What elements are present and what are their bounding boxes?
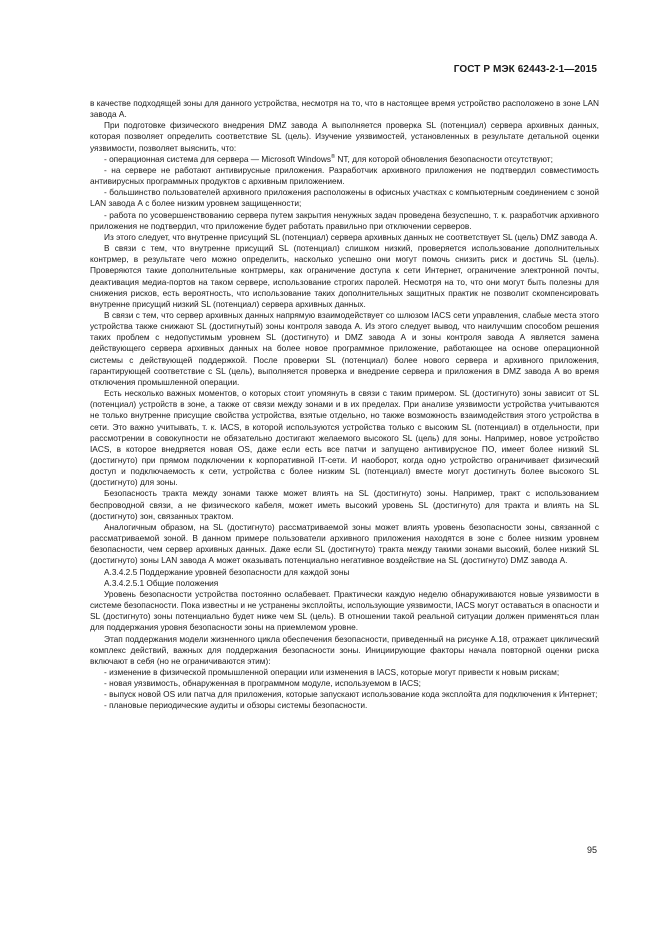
document-body [90, 98, 599, 712]
paragraph: При подготовке физического внедрения DMZ завода А выполняется проверка SL (потенциал) сервера архивных данных, которая позволяет определить соответствие SL (цель). Изучение уязвимостей, установленных в результате детальной оценки уязвимости, позволяет выяснить, что: [90, 120, 599, 153]
list-item: - изменение в физической промышленной операции или изменения в IACS, которые могут привести к новым рискам; [104, 666, 560, 677]
section-heading: А.3.4.2.5 Поддержание уровней безопасности для каждой зоны [104, 566, 350, 577]
paragraph: Из этого следует, что внутренне присущий SL (потенциал) сервера архивных данных не соответствует SL (цель) DMZ завода А. [104, 231, 598, 242]
windows-os-text: - операционная система для сервера — Microsoft Windows [104, 153, 332, 164]
paragraph: - работа по усовершенствованию сервера путем закрытия ненужных задач проведена безуспешно, т. к. разработчик архивного приложения не подтвердил, что приложение будет работать правильно при отключении серверов. [90, 209, 599, 231]
list-item: - плановые периодические аудиты и обзоры системы безопасности. [104, 700, 368, 711]
page-number: 95 [586, 845, 597, 855]
standard-code-header: ГОСТ Р МЭК 62443-2-1—2015 [453, 64, 597, 75]
windows-os-suffix: NT, для которой обновления безопасности отсутствуют; [337, 153, 553, 164]
paragraph: Есть несколько важных моментов, о которых стоит упомянуть в связи с таким примером. SL (достигнуто) зоны зависит от SL (потенциал) устройств в зоне, а также от связи между зонами и в их пределах. При анализе уязвимости устройства учитываются не только внутренне присущие свойства устройства, взятые отдельно, но также возможность взаимодействия этого устройства в сети. Это важно учитывать, т. к. IACS, в которой используются устройства только с высоким SL (потенциал) в отдельности, при рассмотрении в совокупности не обязательно достигают желаемого высокого SL (цель) для зоны. Например, новое устройство IACS, в которое внедряется новая OS, даже если есть все патчи и запущено антивирусное ПО, имеет более низкий SL (достигнуто) при прямом подключении к корпоративной IT-сети. И наоборот, когда одно устройство ограничивает физический доступ и подключаемость к сети, устройства с более низким SL (потенциал) вместе могут достигнуть более высокого SL (достигнуто) для зоны. [90, 388, 599, 488]
paragraph: Безопасность тракта между зонами также может влиять на SL (достигнуто) зоны. Например, тракт с использованием беспроводной связи, а не физического кабеля, может иметь высокий уровень SL (достигнуто) для тракта и влиять на SL (достигнуто) зон, связанных трактом. [90, 488, 599, 521]
paragraph: в качестве подходящей зоны для данного устройства, несмотря на то, что в настоящее время устройство расположено в зоне LAN завода А. [90, 98, 599, 120]
paragraph: - на сервере не работают антивирусные приложения. Разработчик архивного приложения не подтвердил совместимость антивирусных программных продуктов с архивным приложением. [90, 164, 599, 187]
paragraph: В связи с тем, что сервер архивных данных напрямую взаимодействует со шлюзом IACS сети управления, слабые места этого устройства также снижают SL (достигнутый) зоны контроля завода А. Из этого следует вывод, что наилучшим способом решения таких проблем с недопустимым уровнем SL (достигнуто) и DMZ завода А и зоны контроля завода А является замена действующего сервера архивных данных на более новое программное приложение, работающее на основе операционной системы с действующей поддержкой. После проверки SL (потенциал) более нового сервера и архивного приложения, гарантирующей соответствие с SL (цель), выполняется проверка и внедрение сервера и приложения в DMZ завода А во время отключения промышленной операции. [90, 309, 599, 387]
list-item: - выпуск новой OS или патча для приложения, которые запускают использование кода эксплойта для подключения к Интернет; [104, 689, 598, 700]
registered-mark: ® [331, 154, 336, 161]
section-heading: А.3.4.2.5.1 Общие положения [104, 577, 219, 588]
paragraph: Уровень безопасности устройства постоянно ослабевает. Практически каждую неделю обнаруживаются новые уязвимости в системе безопасности. Пока известны и не устранены эксплойты, использующие уязвимости, IACS могут оставаться в опасности и SL (достигнуто) зоны потенциально будет ниже чем SL (цель). В отношении такой реальной ситуации должен применяться план для поддержания уровня безопасности зоны на приемлемом уровне. [90, 588, 599, 633]
list-item: - новая уязвимость, обнаруженная в программном модуле, используемом в IACS; [104, 678, 421, 689]
paragraph: Этап поддержания модели жизненного цикла обеспечения безопасности, приведенный на рисунке А.18, отражает циклический комплекс действий, важных для поддержания безопасности зоны. Инициирующие факторы начала повторной оценки риска включают в себя (но не ограничиваются этим): [90, 633, 599, 666]
paragraph: - большинство пользователей архивного приложения расположены в офисных участках с компьютерным соединением с зоной LAN завода А с более низким уровнем защищенности; [90, 187, 599, 209]
paragraph-windows-os [90, 154, 599, 165]
paragraph: В связи с тем, что внутренне присущий SL (потенциал) слишком низкий, проверяется использование дополнительных контрмер, в результате чего можно определить, насколько успешно они могут помочь снизить риск и достичь SL (цель). Проверяются такие дополнительные контрмеры, как ограничение доступа к сети Интернет, ограничение электронной почты, деактивация медиа-портов на таком сервере, использование строгих паролей. Несмотря на то, что они могут быть полезны для снижения рисков, есть вероятность, что использование таких дополнительных защитных практик не позволит скомпенсировать внутренне присущий низкий SL (потенциал) сервера архивных данных. [90, 243, 599, 309]
paragraph: Аналогичным образом, на SL (достигнуто) рассматриваемой зоны может влиять уровень безопасности зоны, связанной с рассматриваемой зоной. В данном примере пользователи архивного приложения находятся в зоне с более низким уровнем безопасности, чем сервер архивных данных. Даже если SL (достигнуто) тракта между такими зонами высокий, более низкий SL (достигнуто) зоны LAN завода А может оказывать потенциально негативное воздействие на SL (достигнуто) DMZ завода А. [90, 521, 599, 566]
